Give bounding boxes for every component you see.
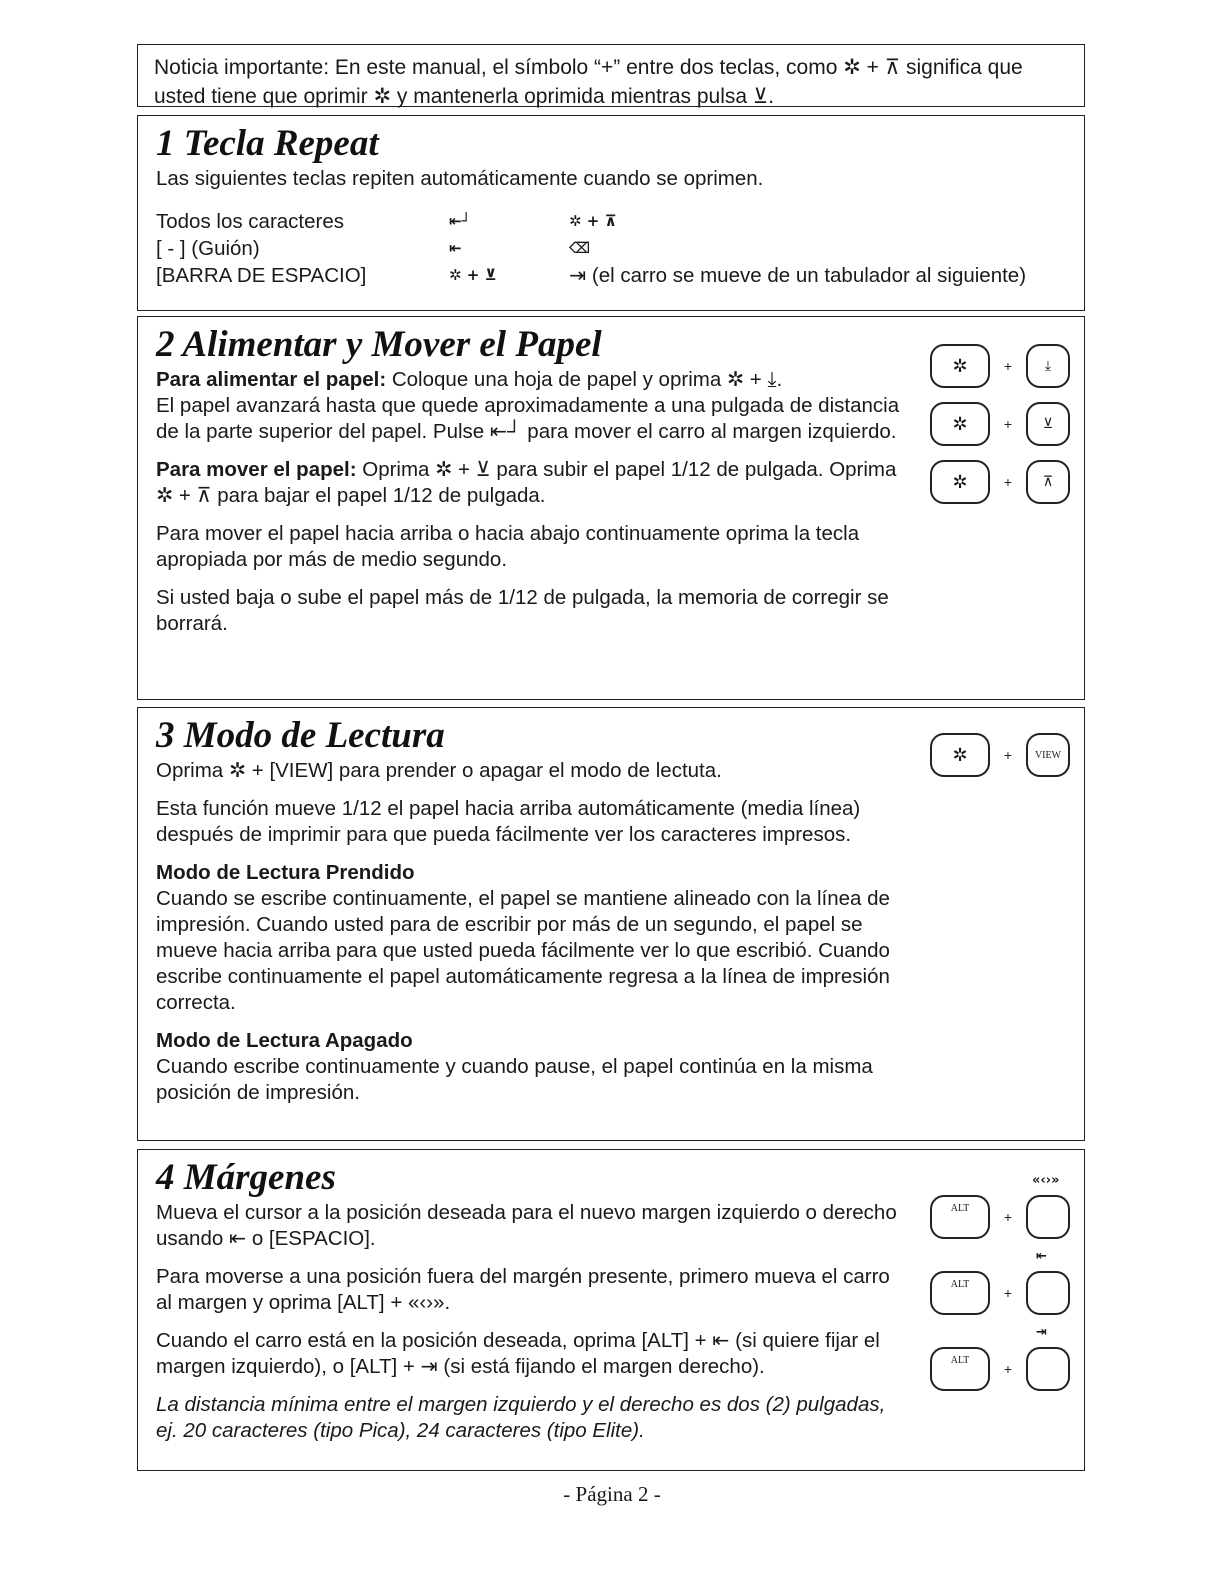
correction-memory-text: Si usted baja o sube el papel más de 1/12 de pulgada, la memoria de corregir se borrará. [156,586,889,635]
read-mode-off-heading: Modo de Lectura Apagado [156,1029,413,1052]
plus-sign: + [1003,1361,1013,1377]
move-paper-label: Para mover el papel: [156,458,357,481]
left-margin-key-wrap [1026,1249,1070,1315]
repeat-row-1-combo: ✲ + ⊼ [569,212,617,230]
important-notice [137,44,1085,107]
notice-line-2: usted tiene que oprimir ✲ y mantenerla oprimida mientras pulsa ⊻. [154,85,775,108]
margin-key-combos [930,1173,1070,1404]
blank-key [1026,1271,1070,1315]
read-mode-description: Esta función mueve 1/12 el papel hacia arriba automáticamente (media línea) después de imprimir para que pueda fácilmente ver los caracteres impresos. [156,797,861,846]
paper-down-key-icon: ⊼ [1026,460,1070,504]
margin-release-key-wrap [1026,1173,1070,1239]
section-4-title: 4 Márgenes [156,1157,336,1198]
section-3-title: 3 Modo de Lectura [156,715,445,756]
right-margin-icon: ⇥ [1036,1325,1047,1340]
section-repeat-key [137,115,1085,311]
margins-release-text: Para moverse a una posición fuera del margén presente, primero mueva el carro al margen y oprima [ALT] + «‹›». [156,1265,890,1314]
read-mode-on-text: Cuando se escribe continuamente, el papel se mantiene alineado con la línea de impresión. Cuando usted para de escribir por más de un segundo, el papel se mueve hacia arriba para que usted pueda fácilmente ver lo que escribió. Cuando escribe continuamente el papel automáticamente regresa a la línea de impresión correcta. [156,887,890,1014]
section-2-title: 2 Alimentar y Mover el Papel [156,324,602,365]
feed-paper-label: Para alimentar el papel: [156,368,387,391]
margins-cursor-text: Mueva el cursor a la posición deseada para el nuevo margen izquierdo o derecho usando ⇤ o [ESPACIO]. [156,1201,897,1250]
plus-sign: + [1003,747,1013,763]
key-combo-view [930,732,1070,778]
alt-key: ALT [930,1195,990,1239]
read-mode-off-text: Cuando escribe continuamente y cuando pause, el papel continúa en la misma posición de impresión. [156,1055,873,1104]
move-paper-para [156,457,904,509]
margins-set-text: Cuando el carro está en la posición deseada, oprima [ALT] + ⇤ (si quiere fijar el margen izquierdo), o [ALT] + ⇥ (si está fijando el margen derecho). [156,1329,880,1378]
plus-sign: + [1003,1209,1013,1225]
move-paper-text: Oprima ✲ + ⊻ para subir el papel 1/12 de pulgada. Oprima ✲ + ⊼ para bajar el papel 1/12 de pulgada. [156,458,897,507]
read-mode-on-heading: Modo de Lectura Prendido [156,861,415,884]
tab-description: ⇥ (el carro se mueve de un tabulador al siguiente) [569,264,1027,287]
key-combo-left-margin [930,1249,1070,1316]
section-1-intro: Las siguientes teclas repiten automáticamente cuando se oprimen. [156,167,764,190]
page-number: - Página 2 - [563,1482,661,1506]
return-icon: ⇤┘ [449,212,471,230]
repeat-row-3-name: [BARRA DE ESPACIO] [156,264,367,287]
feed-paper-detail: El papel avanzará hasta que quede aproximadamente a una pulgada de distancia de la parte superior del papel. Pulse ⇤┘ para mover el carro al margen izquierdo. [156,394,900,443]
margins-minimum-note: La distancia mínima entre el margen izquierdo y el derecho es dos (2) pulgadas, ej. 20 caracteres (tipo Pica), 24 caracteres (tipo Elite). [156,1393,886,1442]
repeat-row-3-combo: ✲ + ⊻ [449,266,497,284]
read-mode-toggle-text: Oprima ✲ + [VIEW] para prender o apagar el modo de lectuta. [156,759,722,782]
key-combo-feed [930,343,1070,389]
code-key-icon: ✲ [930,733,990,777]
view-key: VIEW [1026,733,1070,777]
notice-line-1: Noticia importante: En este manual, el símbolo “+” entre dos teclas, como ✲ + ⊼ significa que [154,56,1023,79]
blank-key [1026,1195,1070,1239]
section-read-mode [137,707,1085,1141]
code-key-icon: ✲ [930,402,990,446]
alt-key: ALT [930,1347,990,1391]
section-margins [137,1149,1085,1471]
backspace-arrow-icon: ⇤ [449,239,462,257]
key-combo-right-margin [930,1325,1070,1392]
plus-sign: + [1003,474,1013,490]
key-combo-down [930,459,1070,505]
section-feed-paper [137,316,1085,700]
blank-key [1026,1347,1070,1391]
repeat-row-1-name: Todos los caracteres [156,210,345,233]
section-1-title: 1 Tecla Repeat [156,123,379,164]
continuous-move-text: Para mover el papel hacia arriba o hacia abajo continuamente oprima la tecla apropiada por más de medio segundo. [156,522,860,571]
feed-paper-text: Coloque una hoja de papel y oprima ✲ + ⤓. [386,368,783,391]
alt-key: ALT [930,1271,990,1315]
right-margin-key-wrap [1026,1325,1070,1391]
code-key-icon: ✲ [930,344,990,388]
key-combo-up [930,401,1070,447]
paper-up-key-icon: ⊻ [1026,402,1070,446]
left-margin-icon: ⇤ [1036,1249,1047,1264]
paper-feed-key-icon: ⤓ [1026,344,1070,388]
repeat-row-2-name: [ - ] (Guión) [156,237,260,260]
feed-key-combos [930,343,1070,517]
feed-paper-para [156,367,904,393]
delete-icon: ⌫ [569,239,591,257]
code-key-icon: ✲ [930,460,990,504]
plus-sign: + [1003,358,1013,374]
key-combo-margin-release [930,1173,1070,1240]
plus-sign: + [1003,1285,1013,1301]
view-key-combo [930,732,1070,790]
plus-sign: + [1003,416,1013,432]
margin-release-icon: «‹›» [1032,1173,1060,1188]
repeat-keys-table [156,208,1068,289]
